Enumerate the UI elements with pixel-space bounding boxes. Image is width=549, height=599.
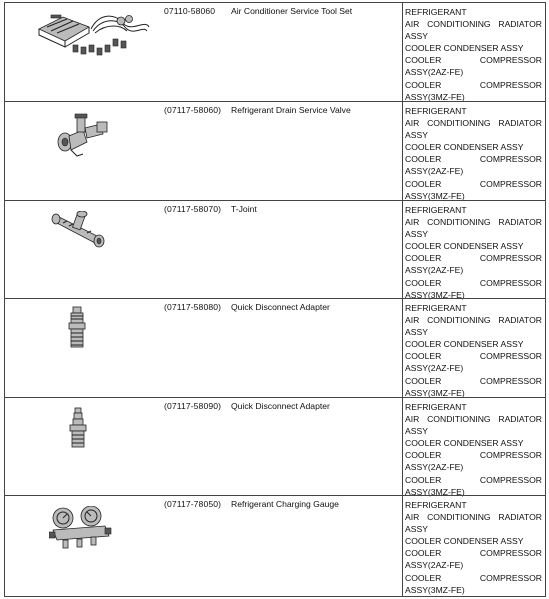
applications-list — [405, 499, 542, 596]
application-line: COOLER CONDENSER ASSY — [405, 438, 524, 449]
application-line: REFRIGERANT — [405, 205, 467, 215]
application-line: AIR CONDITIONING RADIATOR — [405, 512, 542, 523]
application-line: COOLER COMPRESSOR — [405, 572, 542, 583]
application-line: COOLER CONDENSER ASSY — [405, 43, 524, 54]
tool-name: Quick Disconnect Adapter — [231, 302, 330, 312]
application-line: REFRIGERANT — [405, 303, 467, 313]
table-row — [5, 298, 545, 397]
t-joint-icon — [5, 201, 164, 298]
application-line: REFRIGERANT — [405, 402, 467, 412]
application-line: ASSY(3MZ-FE) — [405, 91, 465, 102]
application-line: ASSY(2AZ-FE) — [405, 363, 464, 374]
application-line: COOLER COMPRESSOR — [405, 351, 542, 362]
application-line: COOLER COMPRESSOR — [405, 154, 542, 165]
applications-list — [405, 401, 542, 498]
application-line: AIR CONDITIONING RADIATOR — [405, 19, 542, 30]
application-line: COOLER COMPRESSOR — [405, 253, 542, 264]
application-line: COOLER COMPRESSOR — [405, 55, 542, 66]
application-line: COOLER COMPRESSOR — [405, 450, 542, 461]
application-line: ASSY — [405, 31, 428, 42]
application-line: ASSY(2AZ-FE) — [405, 67, 464, 78]
tool-name: Quick Disconnect Adapter — [231, 401, 330, 411]
application-line: ASSY — [405, 327, 428, 338]
sst-table — [4, 2, 546, 597]
applications-list — [405, 105, 542, 202]
application-line: ASSY(2AZ-FE) — [405, 166, 464, 177]
application-line: ASSY(2AZ-FE) — [405, 265, 464, 276]
application-line: ASSY(3MZ-FE) — [405, 387, 465, 398]
column-divider — [402, 398, 403, 495]
tool-code: (07117-58080) — [164, 302, 222, 312]
tool-name: Refrigerant Drain Service Valve — [231, 105, 351, 115]
tool-name: Air Conditioner Service Tool Set — [231, 6, 353, 16]
application-line: COOLER CONDENSER ASSY — [405, 142, 524, 153]
column-divider — [402, 299, 403, 397]
column-divider — [402, 201, 403, 298]
application-line: ASSY — [405, 524, 428, 535]
application-line: COOLER CONDENSER ASSY — [405, 241, 524, 252]
application-line: REFRIGERANT — [405, 7, 467, 17]
table-row — [5, 397, 545, 495]
application-line: COOLER CONDENSER ASSY — [405, 339, 524, 350]
tool-case-with-hoses-icon — [5, 3, 164, 101]
column-divider — [402, 102, 403, 200]
application-line: ASSY — [405, 130, 428, 141]
application-line: AIR CONDITIONING RADIATOR — [405, 118, 542, 129]
table-row — [5, 200, 545, 298]
table-row — [5, 101, 545, 200]
application-line: ASSY(3MZ-FE) — [405, 584, 465, 595]
applications-list — [405, 204, 542, 301]
tool-name: T-Joint — [231, 204, 257, 214]
tool-code: 07110-58060 — [164, 6, 216, 16]
application-line: ASSY — [405, 229, 428, 240]
application-line: ASSY(2AZ-FE) — [405, 560, 464, 571]
table-row — [5, 3, 545, 101]
application-line: COOLER CONDENSER ASSY — [405, 536, 524, 547]
application-line: COOLER COMPRESSOR — [405, 548, 542, 559]
application-line: ASSY — [405, 426, 428, 437]
tool-code: (07117-58090) — [164, 401, 222, 411]
quick-disconnect-adapter-icon — [5, 299, 164, 397]
tool-name: Refrigerant Charging Gauge — [231, 499, 339, 509]
application-line: REFRIGERANT — [405, 500, 467, 510]
application-line: AIR CONDITIONING RADIATOR — [405, 315, 542, 326]
application-line: COOLER COMPRESSOR — [405, 79, 542, 90]
column-divider — [402, 496, 403, 596]
applications-list — [405, 6, 542, 103]
application-line: COOLER COMPRESSOR — [405, 277, 542, 288]
application-line: ASSY(3MZ-FE) — [405, 190, 465, 201]
application-line: ASSY(3MZ-FE) — [405, 486, 465, 497]
application-line: COOLER COMPRESSOR — [405, 375, 542, 386]
column-divider — [402, 3, 403, 101]
table-row — [5, 495, 545, 596]
tool-code: (07117-58070) — [164, 204, 222, 214]
tool-code: (07117-78050) — [164, 499, 222, 509]
application-line: ASSY(2AZ-FE) — [405, 462, 464, 473]
charging-gauge-manifold-icon — [5, 496, 164, 596]
application-line: AIR CONDITIONING RADIATOR — [405, 414, 542, 425]
application-line: COOLER COMPRESSOR — [405, 178, 542, 189]
drain-valve-icon — [5, 102, 164, 200]
application-line: AIR CONDITIONING RADIATOR — [405, 217, 542, 228]
application-line: ASSY(3MZ-FE) — [405, 289, 465, 300]
application-line: COOLER COMPRESSOR — [405, 474, 542, 485]
applications-list — [405, 302, 542, 399]
application-line: REFRIGERANT — [405, 106, 467, 116]
quick-disconnect-adapter-small-icon — [5, 398, 164, 495]
tool-code: (07117-58060) — [164, 105, 222, 115]
